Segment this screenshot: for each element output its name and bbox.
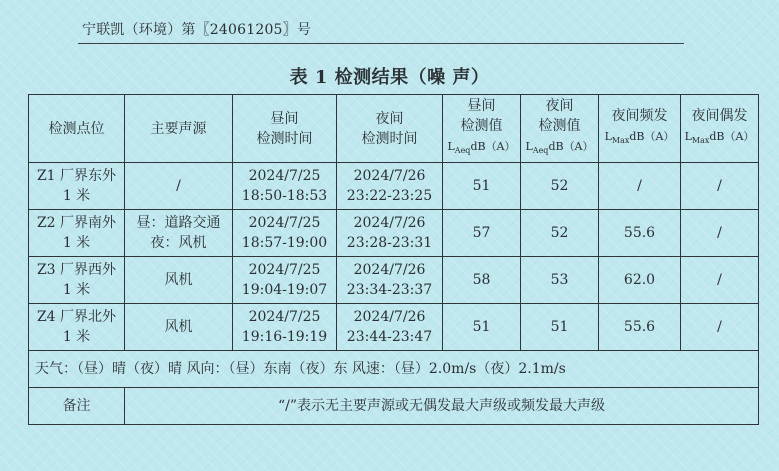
noise-results-table	[28, 94, 759, 425]
cell-night-occasional: /	[681, 304, 759, 351]
cell-night-occasional: /	[681, 163, 759, 210]
table-row	[29, 163, 759, 210]
cell-point: Z2 厂界南外 1 米	[29, 210, 125, 257]
header-divider	[78, 43, 684, 44]
cell-day-value: 58	[443, 257, 521, 304]
remark-label: 备注	[29, 388, 125, 425]
cell-point: Z1 厂界东外 1 米	[29, 163, 125, 210]
cell-night-time: 2024/7/26 23:22-23:25	[337, 163, 443, 210]
cell-point: Z4 厂界北外 1 米	[29, 304, 125, 351]
cell-night-value: 52	[521, 163, 599, 210]
header-night-value: 夜间 检测值 $L_{Aeq}dB(A)$	[521, 95, 599, 163]
cell-night-time: 2024/7/26 23:34-23:37	[337, 257, 443, 304]
header-source: 主要声源	[125, 95, 233, 163]
cell-night-occasional: /	[681, 257, 759, 304]
cell-day-value: 51	[443, 163, 521, 210]
cell-day-time: 2024/7/25 19:16-19:19	[233, 304, 337, 351]
cell-night-frequent: /	[599, 163, 681, 210]
table-row	[29, 257, 759, 304]
cell-day-time: 2024/7/25 19:04-19:07	[233, 257, 337, 304]
header-day-time: 昼间 检测时间	[233, 95, 337, 163]
cell-night-value: 52	[521, 210, 599, 257]
header-night-frequent: 夜间频发 $L_{Max}dB(A)$	[599, 95, 681, 163]
document-number: 宁联凯（环境）第〖24061205〗号	[82, 22, 312, 38]
weather-text: 天气：（昼）晴（夜）晴 风向：（昼）东南（夜）东 风速：（昼）2.0m/s（夜）2.1m/s	[29, 351, 759, 388]
cell-night-time: 2024/7/26 23:28-23:31	[337, 210, 443, 257]
cell-day-time: 2024/7/25 18:50-18:53	[233, 163, 337, 210]
header-night-time: 夜间 检测时间	[337, 95, 443, 163]
cell-night-frequent: 62.0	[599, 257, 681, 304]
cell-source: /	[125, 163, 233, 210]
table-header-row	[29, 95, 759, 163]
cell-source: 昼：道路交通 夜：风机	[125, 210, 233, 257]
cell-source: 风机	[125, 304, 233, 351]
header-point: 检测点位	[29, 95, 125, 163]
cell-night-value: 53	[521, 257, 599, 304]
header-night-occasional: 夜间偶发 $L_{Max}dB(A)$	[681, 95, 759, 163]
cell-night-time: 2024/7/26 23:44-23:47	[337, 304, 443, 351]
table-row	[29, 210, 759, 257]
cell-night-frequent: 55.6	[599, 210, 681, 257]
cell-night-occasional: /	[681, 210, 759, 257]
remark-row	[29, 388, 759, 425]
header-day-value: 昼间 检测值 $L_{Aeq}dB(A)$	[443, 95, 521, 163]
cell-day-value: 51	[443, 304, 521, 351]
cell-day-value: 57	[443, 210, 521, 257]
table-title: 表 1 检测结果（噪 声）	[289, 67, 490, 88]
cell-night-value: 51	[521, 304, 599, 351]
remark-text: “/”表示无主要声源或无偶发最大声级或频发最大声级	[125, 388, 759, 425]
cell-day-time: 2024/7/25 18:57-19:00	[233, 210, 337, 257]
cell-point: Z3 厂界西外 1 米	[29, 257, 125, 304]
weather-row	[29, 351, 759, 388]
table-row	[29, 304, 759, 351]
cell-night-frequent: 55.6	[599, 304, 681, 351]
cell-source: 风机	[125, 257, 233, 304]
